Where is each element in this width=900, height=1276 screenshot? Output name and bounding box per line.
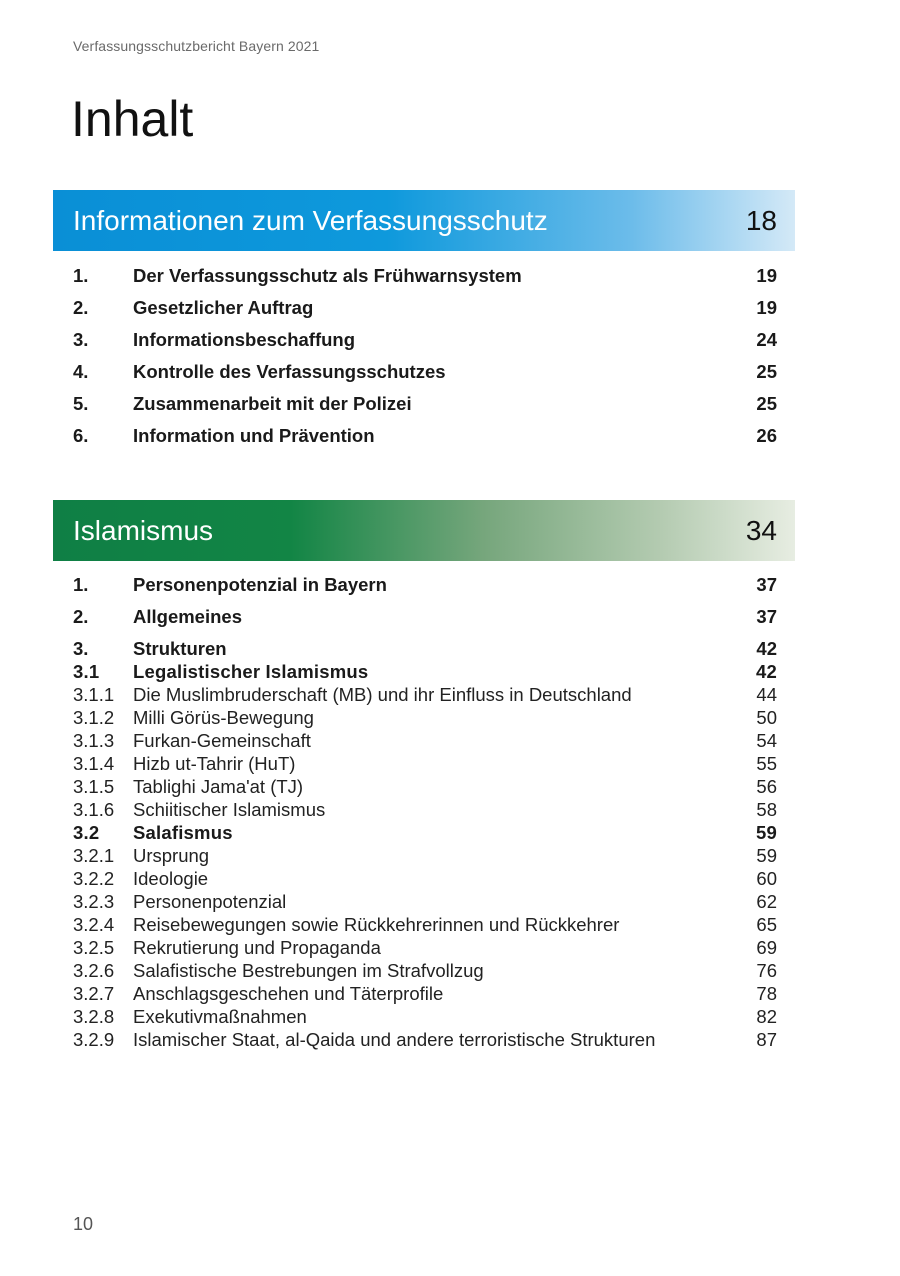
- toc-entry[interactable]: [53, 296, 795, 319]
- entry-label: Schiitischer Islamismus: [133, 799, 326, 820]
- entry-number: 3.2.3: [73, 891, 115, 912]
- entry-number: 2.: [73, 606, 89, 627]
- toc-entry[interactable]: [53, 264, 795, 287]
- section-title: Islamismus: [73, 514, 214, 546]
- toc-list: [53, 264, 795, 447]
- section-title: Informationen zum Verfassungsschutz: [73, 204, 548, 236]
- entry-page: 82: [756, 1006, 777, 1027]
- entry-page: 69: [756, 937, 777, 958]
- entry-label: Rekrutierung und Propaganda: [133, 937, 381, 958]
- toc-entry[interactable]: [53, 959, 795, 982]
- toc-entry[interactable]: [53, 706, 795, 729]
- entry-page: 19: [756, 265, 777, 286]
- toc-entry[interactable]: [53, 752, 795, 775]
- entry-label: Strukturen: [133, 638, 227, 659]
- entry-label: Die Muslimbruderschaft (MB) und ihr Einfluss in Deutschland: [133, 684, 632, 705]
- entry-number: 2.: [73, 297, 89, 318]
- entry-label: Personenpotenzial in Bayern: [133, 574, 387, 595]
- entry-page: 50: [756, 707, 777, 728]
- toc-section-verfassungsschutz: [53, 190, 795, 447]
- toc-entry[interactable]: [53, 775, 795, 798]
- toc-entry[interactable]: [53, 637, 795, 660]
- toc-entry[interactable]: [53, 605, 795, 628]
- entry-label: Informationsbeschaffung: [133, 329, 356, 350]
- entry-label: Ursprung: [133, 845, 210, 866]
- entry-page: 25: [756, 361, 777, 382]
- toc-entry[interactable]: [53, 936, 795, 959]
- section-header[interactable]: [53, 190, 795, 251]
- entry-page: 78: [756, 983, 777, 1004]
- page-number: 10: [73, 1214, 94, 1234]
- entry-page: 25: [756, 393, 777, 414]
- toc-entry[interactable]: [53, 360, 795, 383]
- entry-page: 42: [756, 638, 777, 659]
- entry-page: 59: [756, 845, 777, 866]
- entry-page: 54: [756, 730, 777, 751]
- toc-entry[interactable]: [53, 328, 795, 351]
- entry-number: 5.: [73, 393, 89, 414]
- entry-page: 42: [756, 661, 777, 682]
- entry-page: 87: [756, 1029, 777, 1050]
- entry-page: 37: [756, 606, 777, 627]
- running-head: Verfassungsschutzbericht Bayern 2021: [73, 38, 320, 54]
- entry-label: Allgemeines: [133, 606, 242, 627]
- entry-number: 3.2: [73, 822, 100, 843]
- entry-number: 3.2.4: [73, 914, 115, 935]
- entry-label: Furkan-Gemeinschaft: [133, 730, 311, 751]
- entry-label: Information und Prävention: [133, 425, 375, 446]
- section-header[interactable]: [53, 500, 795, 561]
- entry-label: Salafismus: [133, 822, 233, 843]
- toc-entry[interactable]: [53, 821, 795, 844]
- toc-entry[interactable]: [53, 1005, 795, 1028]
- entry-number: 3.1.5: [73, 776, 115, 797]
- entry-page: 76: [756, 960, 777, 981]
- entry-number: 3.2.8: [73, 1006, 115, 1027]
- toc-entry[interactable]: [53, 683, 795, 706]
- entry-label: Hizb ut-Tahrir (HuT): [133, 753, 296, 774]
- entry-number: 3.2.6: [73, 960, 115, 981]
- toc-entry[interactable]: [53, 1028, 795, 1051]
- toc-entry[interactable]: [53, 392, 795, 415]
- entry-label: Personenpotenzial: [133, 891, 287, 912]
- entry-label: Legalistischer Islamismus: [133, 661, 369, 682]
- entry-number: 3.1.3: [73, 730, 115, 751]
- entry-number: 3.: [73, 329, 89, 350]
- entry-page: 26: [756, 425, 777, 446]
- entry-label: Reisebewegungen sowie Rückkehrerinnen und Rückkehrer: [133, 914, 620, 935]
- entry-page: 59: [756, 822, 777, 843]
- entry-label: Gesetzlicher Auftrag: [133, 297, 314, 318]
- entry-number: 3.1: [73, 661, 100, 682]
- entry-label: Islamischer Staat, al-Qaida und andere terroristische Strukturen: [133, 1029, 656, 1050]
- entry-number: 1.: [73, 574, 89, 595]
- entry-label: Kontrolle des Verfassungsschutzes: [133, 361, 446, 382]
- entry-number: 3.2.2: [73, 868, 115, 889]
- toc-entry[interactable]: [53, 844, 795, 867]
- entry-label: Zusammenarbeit mit der Polizei: [133, 393, 412, 414]
- entry-number: 3.2.1: [73, 845, 115, 866]
- entry-label: Der Verfassungsschutz als Frühwarnsystem: [133, 265, 522, 286]
- entry-number: 6.: [73, 425, 89, 446]
- entry-number: 1.: [73, 265, 89, 286]
- toc-entry[interactable]: [53, 573, 795, 596]
- entry-page: 65: [756, 914, 777, 935]
- entry-number: 3.2.9: [73, 1029, 115, 1050]
- entry-label: Tablighi Jama'at (TJ): [133, 776, 304, 797]
- section-page: 34: [745, 514, 777, 546]
- entry-number: 3.: [73, 638, 89, 659]
- toc-entry[interactable]: [53, 660, 795, 683]
- entry-label: Salafistische Bestrebungen im Strafvollzug: [133, 960, 484, 981]
- entry-number: 4.: [73, 361, 89, 382]
- toc-entry[interactable]: [53, 867, 795, 890]
- entry-page: 60: [756, 868, 777, 889]
- toc-list: [53, 573, 795, 1051]
- section-page: 18: [745, 204, 777, 236]
- entry-page: 19: [756, 297, 777, 318]
- entry-page: 58: [756, 799, 777, 820]
- toc-entry[interactable]: [53, 798, 795, 821]
- entry-label: Exekutivmaßnahmen: [133, 1006, 307, 1027]
- entry-label: Milli Görüs-Bewegung: [133, 707, 314, 728]
- entry-number: 3.1.6: [73, 799, 115, 820]
- entry-page: 37: [756, 574, 777, 595]
- entry-page: 62: [756, 891, 777, 912]
- entry-number: 3.2.5: [73, 937, 115, 958]
- entry-page: 44: [756, 684, 777, 705]
- toc-entry[interactable]: [53, 982, 795, 1005]
- entry-label: Anschlagsgeschehen und Täterprofile: [133, 983, 444, 1004]
- entry-page: 55: [756, 753, 777, 774]
- entry-label: Ideologie: [133, 868, 209, 889]
- toc-entry[interactable]: [53, 729, 795, 752]
- entry-page: 24: [756, 329, 777, 350]
- toc-section-islamismus: [53, 500, 795, 1051]
- entry-number: 3.2.7: [73, 983, 115, 1004]
- entry-number: 3.1.1: [73, 684, 115, 705]
- page-title: Inhalt: [71, 91, 194, 147]
- entry-number: 3.1.4: [73, 753, 115, 774]
- toc-entry[interactable]: [53, 890, 795, 913]
- entry-page: 56: [756, 776, 777, 797]
- toc-entry[interactable]: [53, 913, 795, 936]
- entry-number: 3.1.2: [73, 707, 115, 728]
- toc-entry[interactable]: [53, 424, 795, 447]
